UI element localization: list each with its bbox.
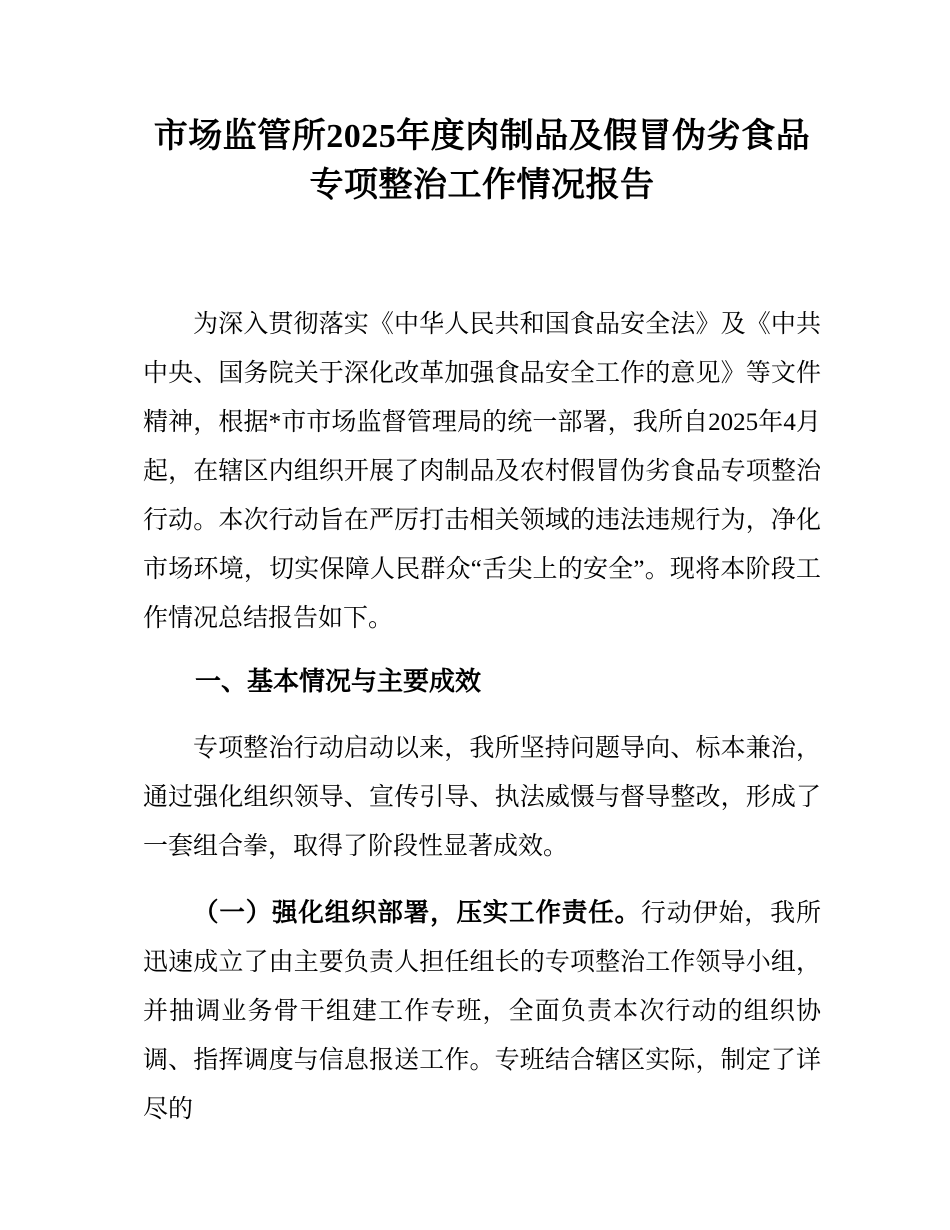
document-title-line-1: 市场监管所2025年度肉制品及假冒伪劣食品 <box>153 118 811 155</box>
paragraph-subsection-1 <box>143 889 821 1134</box>
paragraph-overview: 专项整治行动启动以来，我所坚持问题导向、标本兼治，通过强化组织领导、宣传引导、执法威慑与督导整改，形成了一套组合拳，取得了阶段性显著成效。 <box>143 735 821 860</box>
paragraph-intro: 为深入贯彻落实《中华人民共和国食品安全法》及《中共中央、国务院关于深化改革加强食品安全工作的意见》等文件精神，根据*市市场监督管理局的统一部署，我所自2025年4月起，在辖区内组织开展了肉制品及农村假冒伪劣食品专项整治行动。本次行动旨在严厉打击相关领域的违法违规行为，净化市场环境，切实保障人民群众“舌尖上的安全”。现将本阶段工作情况总结报告如下。 <box>143 311 821 632</box>
document-title-line-2: 专项整治工作情况报告 <box>309 167 655 204</box>
subsection-body-text: 行动伊始，我所迅速成立了由主要负责人担任组长的专项整治工作领导小组，并抽调业务骨干组建工作专班，全面负责本次行动的组织协调、指挥调度与信息报送工作。专班结合辖区实际，制定了详尽的 <box>143 900 821 1123</box>
subsection-lead-text: （一）强化组织部署，压实工作责任。 <box>193 899 641 927</box>
document-title <box>143 112 821 210</box>
section-heading-1: 一、基本情况与主要成效 <box>195 666 482 696</box>
